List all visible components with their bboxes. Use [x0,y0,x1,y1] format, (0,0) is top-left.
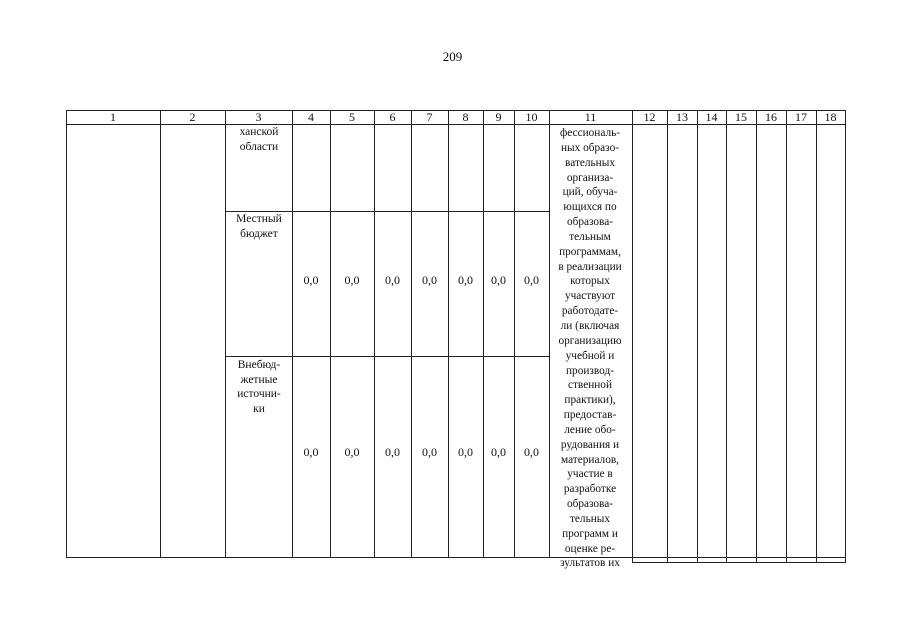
col-header: 2 [189,110,196,124]
description-line: участвуют [564,290,616,303]
description-line: участие в [567,468,613,481]
table-cell: 0,0 [344,445,360,459]
col-border [514,110,515,557]
description-line: в реализации [558,260,622,273]
funding-source-label: Внебюд- жетные источни- ки [237,359,281,416]
funding-source-label: ханской области [239,126,279,153]
description-line: фессиональ- [559,127,621,139]
table-cell: 0,0 [524,445,539,459]
col-border [756,110,757,562]
description-line: программам, [559,245,621,258]
description-line: ных образо- [561,141,619,154]
table-cell: 0,0 [458,273,473,287]
col-header: 3 [255,110,262,124]
description-line: рудования и [560,438,620,451]
table-cell: 0,0 [458,445,473,459]
col-border [292,110,293,557]
description-line: тельных [569,512,611,525]
page-number: 209 [442,49,463,64]
col-header: 14 [705,110,718,124]
description-line: которых [570,275,610,288]
col-border [697,110,698,562]
description-line: работодате- [561,305,619,318]
description-line: программ и [562,527,618,540]
table-cell: 0,0 [422,273,437,287]
col-header: 15 [735,110,747,124]
table-cell: 0,0 [303,445,319,459]
table-cell: 0,0 [385,445,400,459]
indicator-description [550,126,630,571]
col-header: 16 [765,110,777,124]
description-line: образова- [566,498,614,511]
description-line: практики), [564,394,616,407]
col-border [786,110,787,562]
description-line: разработке [563,483,617,496]
description-line: ющихся по [563,201,617,214]
header-bottom-line [66,124,846,125]
description-line: организацию [558,334,622,347]
row-divider-2 [225,356,549,357]
description-line: зультатов их [560,557,620,570]
budget-table [66,110,846,570]
col-border [448,110,449,557]
description-line: образова- [566,216,614,229]
col-header: 1 [110,110,116,124]
description-line: ций, обуча- [562,186,618,199]
col-border [845,110,846,562]
col-border [160,110,161,557]
col-header: 9 [495,110,502,124]
description-line: тельным [569,230,611,243]
col-header: 10 [525,110,538,124]
description-line: учебной и [565,349,615,362]
col-border [225,110,226,557]
description-line: вательных [565,156,615,169]
col-header: 4 [308,110,314,124]
description-line: оценке ре- [564,542,616,555]
col-header: 5 [349,110,355,124]
col-border [632,110,633,562]
col-border [667,110,668,562]
col-header: 7 [426,110,433,124]
table-cell: 0,0 [422,445,437,459]
col-border [411,110,412,557]
col-header: 11 [584,110,597,124]
description-line: ление обо- [564,423,616,436]
table-cell: 0,0 [385,273,400,287]
col-border [330,110,331,557]
description-line: ли (включая [560,319,620,332]
description-line: материалов, [561,453,619,466]
table-cell: 0,0 [303,273,319,287]
col-border [66,110,67,557]
col-header: 17 [795,110,807,124]
col-border [483,110,484,557]
description-line: производ- [566,364,614,377]
table-cell: 0,0 [524,273,539,287]
col-header: 12 [643,110,656,124]
description-line: ственной [567,379,613,392]
col-border [726,110,727,562]
col-header: 18 [824,110,837,124]
description-line: предостав- [563,409,617,422]
col-header: 13 [676,110,688,124]
table-bottom-line [66,557,846,558]
table-cell: 0,0 [491,273,506,287]
funding-source-label: Местный бюджет [236,213,282,240]
col-header: 6 [389,110,396,124]
table-cell: 0,0 [344,273,360,287]
col-header: 8 [462,110,469,124]
col-border [374,110,375,557]
col-border [816,110,817,562]
right-block-bottom [632,562,846,563]
table-cell: 0,0 [491,445,506,459]
description-line: организа- [566,171,614,184]
